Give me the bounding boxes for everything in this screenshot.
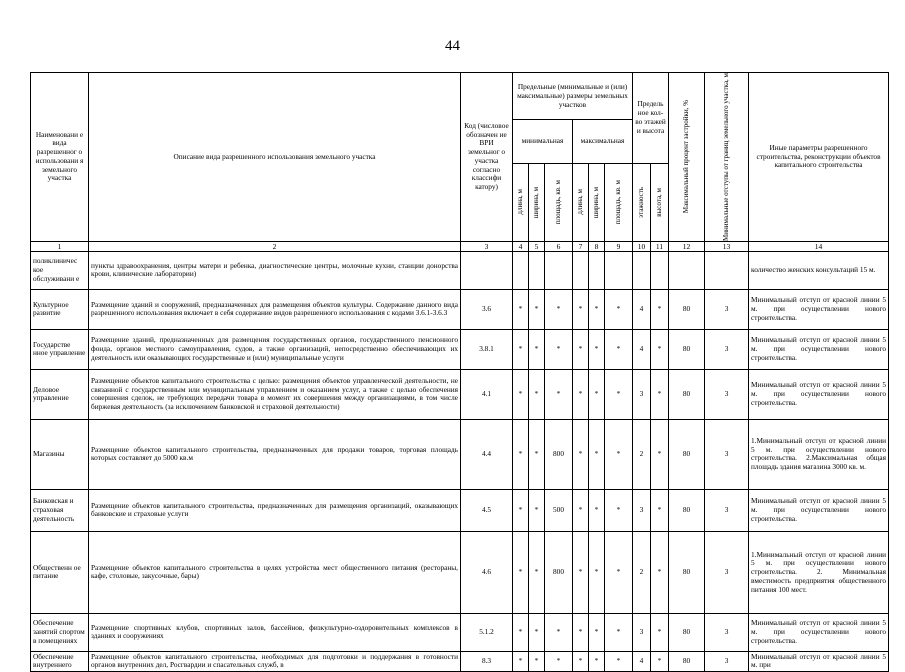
cell-c7: * (573, 419, 589, 489)
cell-c5: * (529, 531, 545, 613)
cell-c4: * (513, 419, 529, 489)
column-number: 4 (513, 241, 529, 251)
cell-c10: 2 (633, 419, 651, 489)
cell-c8: * (589, 651, 605, 671)
cell-c11: * (651, 419, 669, 489)
cell-code: 4.5 (461, 489, 513, 531)
cell-c13: 3 (705, 613, 749, 651)
cell-c13: 3 (705, 531, 749, 613)
other-params: Минимальный отступ от красной линии 5 м. при осуществлении нового строительства. (749, 369, 889, 419)
header-min-area: площадь, кв. м (554, 180, 563, 225)
cell-c5: * (529, 419, 545, 489)
header-height-cell (651, 163, 669, 241)
header-max-coverage: Максимальный процент застройки, % (682, 100, 691, 214)
cell-code: 3.6 (461, 289, 513, 329)
column-number: 14 (749, 241, 889, 251)
other-params: 1.Минимальный отступ от красной линии 5 м. при осуществлении нового строительства. 2.Максимальная общая площадь здания магазина 3000 кв. м. (749, 419, 889, 489)
use-name: Обеспечение занятий спортом в помещениях (31, 613, 89, 651)
cell-c9: * (605, 419, 633, 489)
cell-code: 4.1 (461, 369, 513, 419)
use-description: пункты здравоохранения, центры матери и ребенка, диагностические центры, молочные кухни, станции донорства крови, клинические лаборатории) (89, 251, 461, 289)
header-other-params: Иные параметры разрешенного строительства, реконструкции объектов капитального строительства (749, 73, 889, 242)
header-max-width-cell (589, 163, 605, 241)
header-floors-height: Предель ное кол- во этажей и высота (633, 73, 669, 164)
cell-c11: * (651, 531, 669, 613)
table-row (31, 289, 889, 329)
cell-c6: 800 (545, 419, 573, 489)
cell-c12: 80 (669, 369, 705, 419)
cell-c12: 80 (669, 613, 705, 651)
column-number: 10 (633, 241, 651, 251)
cell-c4: * (513, 613, 529, 651)
cell-c12: 80 (669, 651, 705, 671)
cell-c9 (605, 251, 633, 289)
column-number: 13 (705, 241, 749, 251)
other-params: Минимальный отступ от красной линии 5 м. при осуществлении нового строительства. (749, 613, 889, 651)
column-number: 2 (89, 241, 461, 251)
use-description: Размещение зданий, предназначенных для размещения государственных органов, государственного пенсионного фонда, органов местного самоуправления, судов, а также организаций, непосредственно обеспечивающих их деятельность или оказывающих государственные и (или) муниципальные услуги (89, 329, 461, 369)
use-name: Общественн ое питание (31, 531, 89, 613)
header-min-setback: Минимальные отступы от границ земельного участка, м (722, 73, 731, 241)
column-number: 9 (605, 241, 633, 251)
cell-c4: * (513, 489, 529, 531)
cell-c7 (573, 251, 589, 289)
cell-c11 (651, 251, 669, 289)
header-floors: этажность (637, 186, 646, 218)
header-min-width: ширина, м (532, 186, 541, 218)
cell-c8: * (589, 613, 605, 651)
cell-c8 (589, 251, 605, 289)
cell-c8: * (589, 531, 605, 613)
cell-c13: 3 (705, 329, 749, 369)
table-row (31, 369, 889, 419)
zoning-regulations-table (30, 72, 889, 672)
cell-c10: 3 (633, 489, 651, 531)
cell-c9: * (605, 651, 633, 671)
header-minimum: минимальная (513, 120, 573, 163)
cell-c12: 80 (669, 329, 705, 369)
cell-c9: * (605, 329, 633, 369)
other-params: количество женских консультаций 15 м. (749, 251, 889, 289)
cell-c5: * (529, 289, 545, 329)
cell-c7: * (573, 531, 589, 613)
cell-c6 (545, 251, 573, 289)
cell-code: 3.8.1 (461, 329, 513, 369)
header-height: высота, м (655, 187, 664, 217)
use-name: поликлиничес кое обслуживани е (31, 251, 89, 289)
use-description: Размещение зданий и сооружений, предназначенных для размещения объектов культуры. Содержание данного вида разрешенного использования включает в себя содержание видов разрешенного использования с кодами 3.6.1-3.6.3 (89, 289, 461, 329)
cell-code (461, 251, 513, 289)
use-description: Размещение объектов капитального строительства, предназначенных для размещения организаций, оказывающих банковские и страховые услуги (89, 489, 461, 531)
header-use-name: Наименовани е вида разрешенног о использовани я земельного участка (31, 73, 89, 242)
cell-c4 (513, 251, 529, 289)
cell-c7: * (573, 329, 589, 369)
use-description: Размещение спортивных клубов, спортивных залов, бассейнов, физкультурно-оздоровительных комплексов в зданиях и сооружениях (89, 613, 461, 651)
other-params: Минимальный отступ от красной линии 5 м. при (749, 651, 889, 671)
cell-c5: * (529, 329, 545, 369)
cell-c8: * (589, 419, 605, 489)
cell-c6: * (545, 369, 573, 419)
cell-c12: 80 (669, 489, 705, 531)
cell-c8: * (589, 289, 605, 329)
cell-c6: * (545, 329, 573, 369)
header-max-coverage-cell (669, 73, 705, 242)
header-max-width: ширина, м (592, 186, 601, 218)
cell-c5: * (529, 651, 545, 671)
cell-c13 (705, 251, 749, 289)
cell-c9: * (605, 369, 633, 419)
table-row (31, 489, 889, 531)
cell-c5: * (529, 369, 545, 419)
table-row (31, 651, 889, 671)
header-floors-cell (633, 163, 651, 241)
cell-c11: * (651, 651, 669, 671)
table-row (31, 419, 889, 489)
cell-c9: * (605, 489, 633, 531)
cell-c6: 800 (545, 531, 573, 613)
cell-c6: * (545, 613, 573, 651)
other-params: Минимальный отступ от красной линии 5 м. при осуществлении нового строительства. (749, 289, 889, 329)
cell-c11: * (651, 369, 669, 419)
table-row (31, 531, 889, 613)
header-min-length: длина, м (516, 189, 525, 216)
cell-c5 (529, 251, 545, 289)
other-params: Минимальный отступ от красной линии 5 м. при осуществлении нового строительства. (749, 489, 889, 531)
use-description: Размещение объектов капитального строительства с целью: размещения объектов управленческой деятельности, не связанной с государственным или муниципальным управлением и оказанием услуг, а также с целью обеспечения совершения сделок, не требующих передачи товара в момент их совершения между организациями, в том числе биржевая деятельность (за исключением банковской и страховой деятельности) (89, 369, 461, 419)
header-description: Описание вида разрешенного использования земельного участка (89, 73, 461, 242)
header-max-length: длина, м (576, 189, 585, 216)
page-number: 44 (445, 38, 460, 54)
header-maximum: максимальная (573, 120, 633, 163)
cell-c9: * (605, 613, 633, 651)
header-min-setback-cell (705, 73, 749, 242)
use-name: Обеспечение внутреннего (31, 651, 89, 671)
cell-c11: * (651, 613, 669, 651)
cell-c12: 80 (669, 289, 705, 329)
cell-c12 (669, 251, 705, 289)
cell-code: 5.1.2 (461, 613, 513, 651)
table-row (31, 251, 889, 289)
cell-c10: 3 (633, 613, 651, 651)
use-name: Банковская и страховая деятельность (31, 489, 89, 531)
cell-code: 8.3 (461, 651, 513, 671)
use-name: Государстве нное управление (31, 329, 89, 369)
header-max-area-cell (605, 163, 633, 241)
table-row (31, 329, 889, 369)
cell-c10: 4 (633, 329, 651, 369)
cell-c9: * (605, 289, 633, 329)
cell-code: 4.6 (461, 531, 513, 613)
cell-c13: 3 (705, 289, 749, 329)
use-name: Культурное развитие (31, 289, 89, 329)
header-min-area-cell (545, 163, 573, 241)
cell-c8: * (589, 489, 605, 531)
cell-c10: 4 (633, 289, 651, 329)
cell-c12: 80 (669, 531, 705, 613)
table-row (31, 613, 889, 651)
column-number: 3 (461, 241, 513, 251)
other-params: 1.Минимальный отступ от красной линии 5 м. при осуществлении нового строительства. 2. Минимальная вместимость предприятия общественного питания 100 мест. (749, 531, 889, 613)
cell-c11: * (651, 289, 669, 329)
header-min-width-cell (529, 163, 545, 241)
cell-c4: * (513, 289, 529, 329)
cell-c7: * (573, 651, 589, 671)
cell-c10: 4 (633, 651, 651, 671)
cell-c4: * (513, 651, 529, 671)
column-number: 5 (529, 241, 545, 251)
cell-c6: * (545, 289, 573, 329)
cell-c4: * (513, 531, 529, 613)
use-description: Размещение объектов капитального строительства, необходимых для подготовки и поддержания в готовности органов внутренних дел, Росгвардии и спасательных служб, в (89, 651, 461, 671)
column-number: 12 (669, 241, 705, 251)
cell-c8: * (589, 369, 605, 419)
cell-c10: 2 (633, 531, 651, 613)
cell-c11: * (651, 329, 669, 369)
cell-c4: * (513, 369, 529, 419)
column-number: 7 (573, 241, 589, 251)
column-number-row (31, 241, 889, 251)
column-number: 8 (589, 241, 605, 251)
header-max-area: площадь, кв. м (614, 180, 623, 225)
cell-c13: 3 (705, 419, 749, 489)
cell-c11: * (651, 489, 669, 531)
cell-c12: 80 (669, 419, 705, 489)
cell-c9: * (605, 531, 633, 613)
cell-c7: * (573, 369, 589, 419)
cell-c8: * (589, 329, 605, 369)
cell-c5: * (529, 613, 545, 651)
column-number: 11 (651, 241, 669, 251)
cell-c10 (633, 251, 651, 289)
header-min-length-cell (513, 163, 529, 241)
use-name: Деловое управление (31, 369, 89, 419)
use-description: Размещение объектов капитального строительства в целях устройства мест общественного питания (рестораны, кафе, столовые, закусочные, бары) (89, 531, 461, 613)
use-name: Магазины (31, 419, 89, 489)
header-plot-sizes: Предельные (минимальные и (или) максимальные) размеры земельных участков (513, 73, 633, 120)
cell-c6: * (545, 651, 573, 671)
cell-c10: 3 (633, 369, 651, 419)
header-code: Код (числовое обозначен ие ВРИ земельног о участка согласно классифи катору) (461, 73, 513, 242)
header-max-length-cell (573, 163, 589, 241)
column-number: 6 (545, 241, 573, 251)
cell-c4: * (513, 329, 529, 369)
use-description: Размещение объектов капитального строительства, предназначенных для продажи товаров, торговая площадь которых составляет до 5000 кв.м (89, 419, 461, 489)
cell-c13: 3 (705, 651, 749, 671)
cell-c7: * (573, 289, 589, 329)
cell-c7: * (573, 613, 589, 651)
cell-c6: 500 (545, 489, 573, 531)
other-params: Минимальный отступ от красной линии 5 м. при осуществлении нового строительства. (749, 329, 889, 369)
cell-c7: * (573, 489, 589, 531)
cell-c13: 3 (705, 369, 749, 419)
column-number: 1 (31, 241, 89, 251)
cell-code: 4.4 (461, 419, 513, 489)
cell-c5: * (529, 489, 545, 531)
cell-c13: 3 (705, 489, 749, 531)
